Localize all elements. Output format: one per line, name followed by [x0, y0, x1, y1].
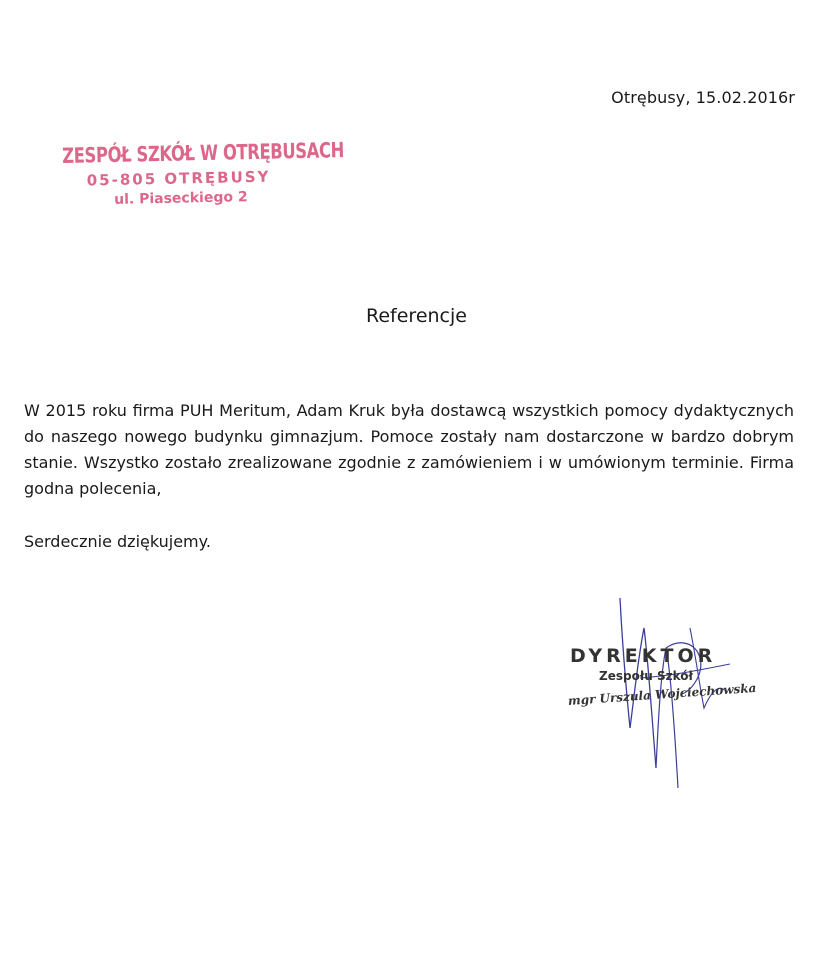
document-title: Referencje: [366, 305, 467, 327]
school-stamp: [62, 138, 345, 209]
signatory-name: mgr Urszula Wojciechowska: [567, 680, 757, 708]
closing-line: Serdecznie dziękujemy.: [24, 532, 211, 551]
signature-block: [560, 598, 760, 798]
signatory-title: DYREKTOR: [570, 645, 717, 667]
place-date: Otrębusy, 15.02.2016r: [611, 88, 795, 107]
stamp-school-name: ZESPÓŁ SZKÓŁ W OTRĘBUSACH: [62, 138, 345, 168]
stamp-postal-city: 05-805 OTRĘBUSY: [86, 167, 271, 190]
stamp-street: ul. Piaseckiego 2: [114, 189, 248, 208]
signatory-organization: Zespołu Szkół: [599, 669, 693, 683]
reference-body: W 2015 roku firma PUH Meritum, Adam Kruk była dostawcą wszystkich pomocy dydaktycznych do naszego nowego budynku gimnazjum. Pomoce zostały nam dostarczone w bardzo dobrym stanie. Wszystko zostało zrealizowane zgodnie z zamówieniem i w umówionym terminie. Firma godna polecenia,: [24, 401, 794, 498]
